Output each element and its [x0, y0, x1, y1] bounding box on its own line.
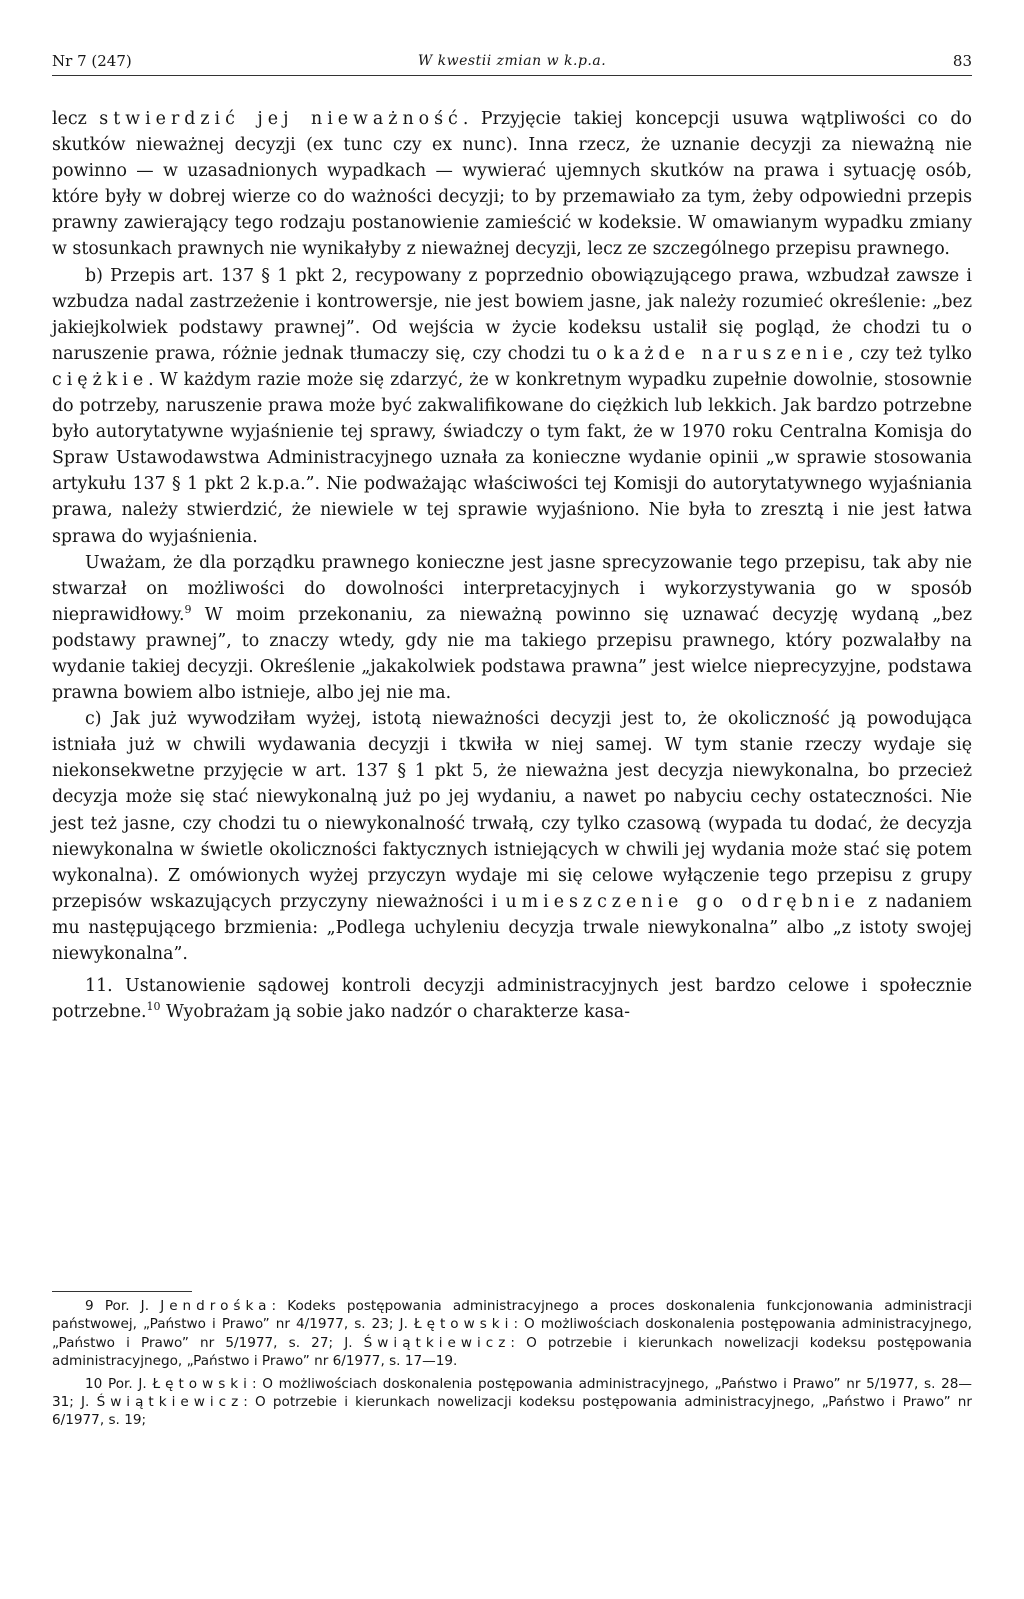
footnote-10 [52, 1375, 972, 1430]
paragraph-c-text-2: z nadaniem mu następującego brzmienia: „Podlega uchyleniu decyzja trwale niewykonalna” albo „z istoty swojej niewykonalna”. [52, 891, 972, 964]
paragraph-3-text-1: Uważam, że dla porządku prawnego konieczne jest jasne sprecyzowanie tego przepisu, tak aby nie stwarzał on możliwości do dowolności interpretacyjnych i wykorzystywania go w sposób nieprawidłowy. [52, 552, 972, 625]
paragraph-c-emphasis: umieszczenie go odrębnie [505, 891, 860, 912]
paragraph-11-text-1: 11. Ustanowienie sądowej kontroli decyzji administracyjnych jest bardzo celowe i społecznie potrzebne. [52, 976, 972, 1023]
paragraph-1-text: . Przyjęcie takiej koncepcji usuwa wątpliwości co do skutków nieważnej decyzji (ex tunc czy ex nunc). Inna rzecz, że uznanie decyzji za nieważną nie powinno — w uzasadnionych wypadkach — wywierać ujemnych skutków na prawa i sytuację osób, które były w dobrej wierze co do ważności decyzji; to by przemawiało za tym, żeby odpowiedni przepis prawny zawierający tego rodzaju postanowienie zamieścić w kodeksie. W omawianym wypadku zmiany w stosunkach prawnych nie wynikałyby z nieważnej decyzji, lecz ze szczególnego przepisu prawnego. [52, 109, 973, 260]
footnote-9-text-3: : O możliwościach doskonalenia postępowania administracyjnego, „Państwo i Prawo” nr 5/1977, s. 27; J. [52, 1316, 972, 1351]
footnote-10-text-3: : O potrzebie i kierunkach nowelizacji kodeksu postępowania administracyjnego, „Państwo i Prawo” nr 6/1977, s. 19; [52, 1394, 972, 1429]
running-header [52, 50, 972, 72]
issue-number: Nr 7 (247) [52, 52, 132, 70]
paragraph-1-emphasis: stwierdzić jej nieważność [99, 109, 463, 129]
footnote-9-author-1: Jendrośka [160, 1298, 272, 1314]
footnote-9 [52, 1297, 972, 1371]
footnote-10-author-2: Świątkiewicz [96, 1394, 244, 1411]
paragraph-11 [52, 973, 972, 1025]
paragraph-b-text-3: . W każdym razie może się zdarzyć, że w konkretnym wypadku zupełnie dowolnie, stosownie do potrzeby, naruszenie prawa może być zakwalifikowane do ciężkich lub lekkich. Jak bardzo potrzebne było autorytatywne wyjaśnienie tej sprawy, świadczy o tym fakt, że w 1970 roku Centralna Komisja do Spraw Ustawodawstwa Administracyjnego uznała za konieczne wydanie opinii „w sprawie stosowania artykułu 137 § 1 pkt 2 k.p.a.”. Nie podważając właściwości tej Komisji do autorytatywnego wyjaśniania prawa, należy stwierdzić, że niewiele w tej sprawie wyjaśniono. Nie była to zresztą i nie jest łatwa sprawa do wyjaśnienia. [52, 369, 972, 547]
footnotes [52, 1297, 972, 1434]
running-title: W kwestii zmian w k.p.a. [417, 53, 607, 69]
footnote-10-text-2: : O możliwościach doskonalenia postępowania administracyjnego, „Państwo i Prawo” nr 5/1977, s. 28—31; J. [52, 1375, 972, 1411]
paragraph-11-text-2: Wyobrażam ją sobie jako nadzór o charakterze kasa- [160, 1002, 631, 1023]
paragraph-b [52, 263, 972, 550]
paragraph-3-text-2: W moim przekonaniu, za nieważną powinno się uznawać decyzję wydaną „bez podstawy prawnej”, to znaczy wtedy, gdy nie ma takiego przepisu prawnego, który pozwalałby na wydanie takiej decyzji. Określenie „jakakolwiek podstawa prawna” jest wielce nieprecyzyjne, podstawa prawna bowiem albo istnieje, albo jej nie ma. [52, 604, 972, 704]
paragraph-b-emphasis-1: każde naruszenie [613, 343, 849, 364]
paragraph-c-text-1: c) Jak już wywodziłam wyżej, istotą nieważności decyzji jest to, że okoliczność ją powodująca istniała już w chwili wydawania decyzji i tkwiła w niej samej. W tym stanie rzeczy wydaje się niekonsekwetne przyjęcie w art. 137 § 1 pkt 5, że nieważna jest decyzja niewykonalna, bo przecież decyzja może się stać niewykonalną już po jej wydaniu, a nawet po nabyciu cechy ostateczności. Nie jest też jasne, czy chodzi tu o niewykonalność trwałą, czy tylko czasową (wypada tu dodać, że decyzja niewykonalna w świetle okoliczności faktycznych istniejących w chwili jej wydania może stać się potem wykonalna). Z omówionych wyżej przyczyn wydaje mi się celowe wyłączenie tego przepisu z grupy przepisów wskazujących przyczyny nieważności i [52, 709, 972, 912]
footnote-10-author-1: Łętowski [152, 1375, 252, 1392]
page-number: 83 [952, 52, 972, 70]
paragraph-b-text-2: , czy też tylko [848, 343, 972, 364]
footnote-ref-10[interactable]: 10 [146, 1000, 161, 1014]
header-divider [52, 75, 972, 76]
paragraph-c [52, 706, 972, 967]
paragraph-3 [52, 550, 972, 707]
footnote-9-author-2: Łętowski [413, 1316, 514, 1333]
footnote-9-text-4: : O potrzebie i kierunkach nowelizacji kodeksu postępowania administracyjnego, „Państwo i Prawo” nr 6/1977, s. 17—19. [52, 1334, 972, 1370]
paragraph-b-text-1: b) Przepis art. 137 § 1 pkt 2, recypowany z poprzednio obowiązującego prawa, wzbudzał zawsze i wzbudza nadal zastrzeżenie i kontrowersje, nie jest bowiem jasne, jak należy rozumieć określenie: „bez jakiejkolwiek podstawy prawnej”. Od wejścia w życie kodeksu ustalił się pogląd, że chodzi tu o naruszenie prawa, różnie jednak tłumaczy się, czy chodzi tu o [52, 265, 972, 364]
paragraph-1 [52, 106, 972, 263]
footnote-ref-9[interactable]: 9 [184, 602, 192, 616]
paragraph-b-emphasis-2: ciężkie [52, 369, 149, 390]
article-body [52, 106, 972, 1025]
footnote-10-text-1: 10 Por. J. [85, 1375, 153, 1392]
paragraph-1-lead: lecz [52, 109, 100, 129]
footnote-9-text-1: 9 Por. J. [85, 1298, 161, 1314]
footnote-divider [52, 1291, 192, 1292]
footnote-9-author-3: Świątkiewicz [363, 1334, 511, 1351]
footnote-9-text-2: : Kodeks postępowania administracyjnego a proces doskonalenia funkcjonowania administracji państwowej, „Państwo i Prawo” nr 4/1977, s. 23; J. [52, 1298, 972, 1333]
